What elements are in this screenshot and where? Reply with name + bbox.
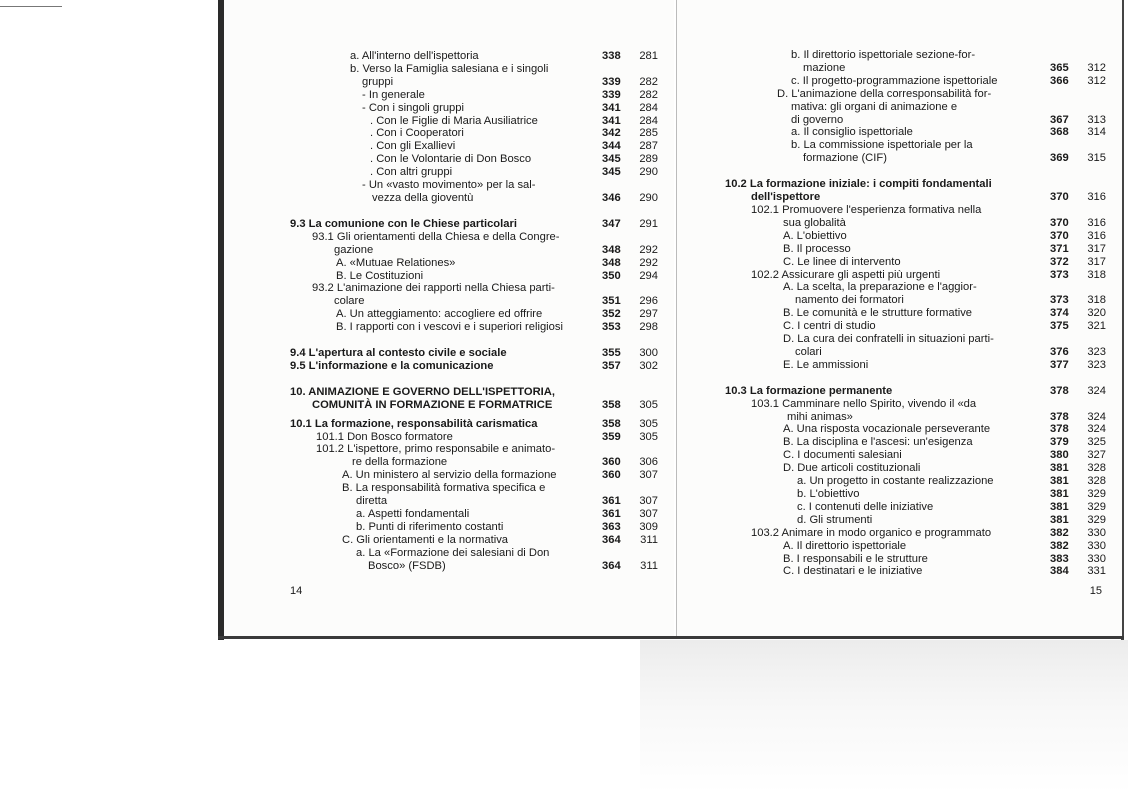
toc-entry-number: 350 [602,269,621,282]
toc-entry-title: E. Le ammissioni [783,358,869,371]
toc-entry-title: mativa: gli organi di animazione e [791,100,958,113]
toc-entry-title: dell'ispettore [751,191,821,204]
toc-entry [290,192,658,205]
toc-entry-number: 351 [602,295,621,308]
toc-entry-page: 329 [1087,488,1106,500]
toc-entry [725,204,1106,217]
toc-entry-number: 365 [1050,61,1069,74]
toc-entry-title: A. «Mutuae Relationes» [336,256,456,269]
toc-section-heading [290,218,658,231]
toc-entry-number: 381 [1050,500,1069,513]
toc-entry-number: 381 [1050,462,1069,475]
toc-entry-title: . Con altri gruppi [370,166,453,179]
toc-entry-page: 330 [1087,526,1106,539]
toc-entry-page: 318 [1087,268,1106,281]
toc-entry-title: Bosco» (FSDB) [368,559,446,572]
toc-entry-number: 359 [602,430,621,443]
toc-entry [290,244,658,257]
toc-entry-page: 309 [639,520,658,533]
toc-entry-page: 324 [1087,384,1106,397]
toc-entry [725,423,1106,436]
toc-entry-title: d. Gli strumenti [797,513,873,526]
toc-entry-number: 338 [602,50,621,62]
toc-entry [725,527,1106,540]
toc-entry [290,63,658,76]
toc-entry-title: 10.2 La formazione iniziale: i compiti fondamentali [725,178,992,191]
toc-entry-title: b. L'obiettivo [797,488,860,500]
toc-entry [290,534,658,547]
toc-entry-page: 298 [639,321,658,334]
toc-entry [290,443,658,456]
toc-entry-title: B. La responsabilità formativa specifica e [342,482,546,495]
toc-entry [725,294,1106,307]
toc-entry-title: a. All'interno dell'ispettoria [350,50,479,62]
toc-entry-number: 353 [602,321,621,334]
toc-entry-title: gazione [334,243,374,256]
toc-entry-title: 101.2 L'ispettore, primo responsabile e animato- [316,443,556,456]
toc-entry [725,269,1106,282]
toc-section-heading [290,399,658,412]
toc-entry-title: re della formazione [352,456,448,469]
toc-entry-title: 9.3 La comunione con le Chiese particolari [290,217,517,230]
toc-entry [725,320,1106,333]
toc-entry-title: 103.2 Animare in modo organico e programmato [751,526,992,539]
toc-entry [725,514,1106,527]
toc-section-heading [725,178,1106,191]
toc-entry-number: 375 [1050,320,1069,333]
toc-entry-number: 357 [602,359,621,372]
toc-entry-number: 371 [1050,242,1069,255]
toc-entry-number: 367 [1050,113,1069,126]
toc-entry-page: 284 [639,101,658,114]
toc-entry-number: 382 [1050,526,1069,539]
toc-entry [725,230,1106,243]
toc-entry-title: - In generale [362,88,425,101]
toc-entry-title: COMUNITÀ IN FORMAZIONE E FORMATRICE [312,398,553,411]
toc-entry-title: 10.1 La formazione, responsabilità carismatica [290,417,538,430]
toc-entry-title: b. La commissione ispettoriale per la [791,139,973,152]
toc-entry-page: 330 [1087,539,1106,552]
toc-entry-title: C. Le linee di intervento [783,255,901,268]
toc-entry [290,179,658,192]
toc-entry-title: a. La «Formazione dei salesiani di Don [356,546,550,559]
toc-entry-title: c. Il progetto-programmazione ispettoriale [791,74,998,87]
toc-entry-page: 330 [1087,552,1106,565]
toc-entry-title: colare [334,295,365,308]
toc-entry-title: 101.1 Don Bosco formatore [316,430,453,443]
toc-entry-page: 329 [1087,500,1106,513]
toc-entry-title: . Con le Volontarie di Don Bosco [370,153,532,166]
toc-entry-number: 370 [1050,229,1069,242]
toc-entry-title: mazione [803,61,846,74]
toc-entry-number: 374 [1050,307,1069,320]
toc-entry-title: namento dei formatori [795,294,904,307]
toc-entry-page: 281 [639,50,658,62]
toc-entry-title: a. Aspetti fondamentali [356,508,470,520]
toc-entry-title: C. Gli orientamenti e la normativa [342,533,509,546]
toc-entry-page: 323 [1087,345,1106,358]
toc-entry-number: 341 [602,114,621,127]
toc-entry-page: 307 [639,495,658,508]
toc-entry-page: 321 [1087,320,1106,333]
toc-entry-number: 378 [1050,410,1069,423]
toc-entry-title: A. Un atteggiamento: accogliere ed offrire [336,308,543,321]
toc-entry-number: 372 [1050,255,1069,268]
toc-spacer [290,334,658,347]
toc-entry-title: mihi animas» [787,410,853,423]
toc-entry-title: diretta [356,495,388,508]
toc-entry [290,140,658,153]
toc-entry [290,282,658,295]
toc-entry [290,431,658,444]
toc-entry-title: 103.1 Camminare nello Spirito, vivendo il «da [751,397,977,410]
toc-entry-number: 348 [602,243,621,256]
toc-entry-page: 307 [639,469,658,482]
toc-entry-title: a. Il consiglio ispettoriale [791,126,913,139]
toc-entry-number: 376 [1050,345,1069,358]
toc-entry-title: b. Verso la Famiglia salesiana e i singoli [350,62,549,75]
left-page-number: 14 [290,585,303,597]
toc-entry-page: 311 [640,559,658,572]
toc-entry [290,495,658,508]
toc-entry-page: 305 [639,398,658,411]
toc-entry [290,469,658,482]
toc-entry [290,257,658,270]
toc-entry [290,560,658,573]
toc-entry-page: 305 [639,417,658,430]
toc-entry-title: B. Le comunità e le strutture formative [783,307,973,320]
toc-section-heading [725,385,1106,398]
toc-entry [725,217,1106,230]
toc-entry [290,166,658,179]
toc-entry-title: A. Un ministero al servizio della formazione [342,469,557,482]
toc-entry [725,346,1106,359]
left-page [224,0,674,636]
toc-entry [725,49,1106,62]
toc-entry [290,153,658,166]
toc-entry-title: A. La scelta, la preparazione e l'aggior- [783,281,977,294]
toc-entry-title: vezza della gioventù [372,191,474,204]
toc-entry-title: C. I destinatari e le iniziative [783,565,923,578]
toc-entry-page: 282 [639,88,658,101]
toc-entry-title: D. La cura dei confratelli in situazioni parti- [783,333,994,346]
toc-entry [725,540,1106,553]
toc-spacer [725,372,1106,385]
scan-shadow [640,640,1128,793]
toc-entry-number: 369 [1050,152,1069,165]
toc-entry-page: 313 [1087,113,1106,126]
toc-entry [725,333,1106,346]
toc-entry [290,270,658,283]
toc-entry [725,565,1106,578]
toc-section-heading [290,418,658,431]
toc-entry-title: A. Il direttorio ispettoriale [783,539,907,552]
toc-entry-number: 358 [602,398,621,411]
toc-entry-number: 364 [602,559,621,572]
toc-entry [725,462,1106,475]
toc-entry-number: 373 [1050,268,1069,281]
toc-entry-number: 348 [602,256,621,269]
toc-entry [725,75,1106,88]
toc-entry-number: 380 [1050,449,1069,462]
toc-entry-page: 290 [639,191,658,204]
toc-entry [290,482,658,495]
toc-entry [290,115,658,128]
toc-entry-title: C. I documenti salesiani [783,449,902,462]
toc-entry-page: 300 [639,347,658,360]
toc-entry [290,102,658,115]
toc-entry-page: 327 [1087,449,1106,462]
toc-entry-page: 307 [639,508,658,520]
toc-entry-title: C. I centri di studio [783,320,876,333]
toc-entry-page: 282 [639,75,658,88]
toc-entry-title: formazione (CIF) [803,152,887,165]
toc-entry-title: A. L'obiettivo [783,229,847,242]
toc-entry-title: . Con gli Exallievi [370,140,456,153]
toc-entry [725,126,1106,139]
toc-entry-number: 341 [602,101,621,114]
toc-entry-page: 316 [1087,191,1106,204]
toc-entry [290,127,658,140]
toc-section-heading [290,347,658,360]
toc-entry-page: 324 [1087,423,1106,436]
toc-entry-title: b. Il direttorio ispettoriale sezione-for- [791,49,976,61]
toc-entry [725,475,1106,488]
toc-entry-page: 297 [639,308,658,321]
toc-entry [290,456,658,469]
toc-entry-page: 328 [1087,462,1106,475]
toc-entry-number: 345 [602,153,621,166]
toc-entry-number: 381 [1050,513,1069,526]
toc-spacer [290,373,658,386]
toc-entry [725,281,1106,294]
toc-entry-page: 320 [1087,307,1106,320]
toc-entry-title: b. Punti di riferimento costanti [356,520,504,533]
toc-entry-page: 316 [1087,216,1106,229]
toc-entry-number: 361 [602,495,621,508]
toc-entry-title: 9.4 L'apertura al contesto civile e sociale [290,347,507,360]
toc-section-heading [290,360,658,373]
toc-entry-title: A. Una risposta vocazionale perseverante [783,423,991,436]
toc-entry-title: B. I rapporti con i vescovi e i superiori religiosi [336,321,563,334]
toc-entry-page: 317 [1087,242,1106,255]
toc-entry-number: 370 [1050,216,1069,229]
right-page [676,0,1122,636]
toc-entry-page: 316 [1087,229,1106,242]
toc-section-heading [290,386,658,399]
toc-entry-number: 363 [602,520,621,533]
toc-entry-number: 370 [1050,191,1069,204]
toc-entry-page: 331 [1087,565,1106,578]
toc-entry-page: 292 [639,256,658,269]
toc-entry [290,321,658,334]
toc-entry [725,436,1106,449]
toc-entry-number: 364 [602,533,621,546]
toc-entry-number: 358 [602,417,621,430]
toc-entry-page: 312 [1087,74,1106,87]
toc-entry-page: 306 [639,456,658,469]
toc-entry-title: B. La disciplina e l'ascesi: un'esigenza [783,436,973,449]
toc-entry-number: 339 [602,88,621,101]
toc-entry [725,152,1106,165]
toc-spacer [725,165,1106,178]
toc-entry [725,359,1106,372]
toc-entry-page: 324 [1087,410,1106,423]
toc-entry-title: B. I responsabili e le strutture [783,552,928,565]
toc-entry-page: 325 [1087,436,1106,449]
toc-entry [725,411,1106,424]
left-toc [290,50,658,573]
toc-entry-number: 381 [1050,488,1069,500]
toc-entry-page: 311 [640,533,658,546]
toc-entry-number: 382 [1050,539,1069,552]
toc-entry-title: 93.2 L'animazione dei rapporti nella Chiesa parti- [312,282,555,295]
toc-entry-page: 302 [639,359,658,372]
toc-entry-title: D. Due articoli costituzionali [783,462,921,475]
toc-entry-page: 296 [639,295,658,308]
toc-entry-number: 383 [1050,552,1069,565]
toc-entry [725,553,1106,566]
toc-entry [290,308,658,321]
toc-entry-page: 317 [1087,255,1106,268]
toc-entry-page: 292 [639,243,658,256]
toc-entry-page: 285 [639,127,658,140]
toc-entry [290,89,658,102]
toc-entry-number: 384 [1050,565,1069,578]
toc-entry-title: 102.2 Assicurare gli aspetti più urgenti [751,268,941,281]
book-bottom-edge [218,636,1124,639]
toc-entry [290,295,658,308]
toc-entry-number: 379 [1050,436,1069,449]
toc-entry-page: 287 [639,140,658,153]
toc-entry-number: 360 [602,469,621,482]
toc-entry-title: a. Un progetto in costante realizzazione [797,475,994,488]
toc-entry-number: 361 [602,508,621,520]
toc-entry [725,114,1106,127]
toc-entry [725,398,1106,411]
toc-entry-title: 102.1 Promuovere l'esperienza formativa nella [751,203,982,216]
toc-entry-title: D. L'animazione della corresponsabilità for- [777,87,992,100]
toc-spacer [290,205,658,218]
toc-entry [725,101,1106,114]
toc-entry-title: - Un «vasto movimento» per la sal- [362,179,536,192]
toc-entry-number: 339 [602,75,621,88]
toc-entry-number: 352 [602,308,621,321]
toc-entry [725,243,1106,256]
toc-entry [725,307,1106,320]
toc-entry-title: c. I contenuti delle iniziative [797,500,934,513]
toc-entry-title: 10. ANIMAZIONE E GOVERNO DELL'ISPETTORIA, [290,385,555,398]
toc-entry [725,62,1106,75]
toc-entry-page: 291 [639,217,658,230]
toc-entry-title: . Con i Cooperatori [370,127,464,140]
toc-entry-number: 366 [1050,74,1069,87]
toc-entry [725,256,1106,269]
toc-entry [725,139,1106,152]
toc-entry-title: - Con i singoli gruppi [362,101,464,114]
toc-entry-page: 318 [1087,294,1106,307]
toc-entry-number: 381 [1050,475,1069,488]
toc-entry-page: 328 [1087,475,1106,488]
toc-entry-title: sua globalità [783,216,846,229]
toc-entry-title: 93.1 Gli orientamenti della Chiesa e della Congre- [312,230,560,243]
toc-entry-page: 290 [639,166,658,179]
toc-entry [725,449,1106,462]
toc-entry-page: 284 [639,114,658,127]
right-page-number: 15 [1089,585,1102,597]
toc-entry [290,508,658,521]
toc-entry-number: 345 [602,166,621,179]
toc-entry-title: di governo [791,113,844,126]
toc-entry-title: 9.5 L'informazione e la comunicazione [290,359,494,372]
toc-entry-number: 347 [602,217,621,230]
toc-entry [290,231,658,244]
toc-entry [725,88,1106,101]
toc-entry [290,521,658,534]
toc-entry-page: 323 [1087,358,1106,371]
toc-entry [725,488,1106,501]
toc-entry-number: 373 [1050,294,1069,307]
toc-entry [290,547,658,560]
toc-entry-page: 312 [1087,61,1106,74]
toc-entry-page: 314 [1087,126,1106,139]
toc-entry [290,76,658,89]
toc-entry-title: 10.3 La formazione permanente [725,384,893,397]
toc-entry-page: 315 [1087,152,1106,165]
toc-entry-number: 378 [1050,423,1069,436]
toc-section-heading [725,191,1106,204]
toc-entry-page: 289 [639,153,658,166]
toc-entry [290,50,658,63]
toc-entry-page: 305 [639,430,658,443]
toc-entry-title: B. Il processo [783,242,851,255]
toc-entry-number: 346 [602,191,621,204]
toc-entry-number: 355 [602,347,621,360]
toc-entry-page: 294 [639,269,658,282]
toc-entry-title: colari [795,345,822,358]
toc-entry [725,501,1106,514]
toc-entry-title: . Con le Figlie di Maria Ausiliatrice [370,114,538,127]
toc-entry-title: B. Le Costituzioni [336,269,424,282]
toc-entry-number: 378 [1050,384,1069,397]
toc-entry-number: 377 [1050,358,1069,371]
toc-entry-number: 368 [1050,126,1069,139]
toc-entry-title: gruppi [362,75,394,88]
right-toc [725,49,1106,578]
scan-top-line [0,6,62,7]
toc-entry-number: 342 [602,127,621,140]
toc-entry-page: 329 [1087,513,1106,526]
toc-entry-number: 344 [602,140,621,153]
toc-entry-number: 360 [602,456,621,469]
